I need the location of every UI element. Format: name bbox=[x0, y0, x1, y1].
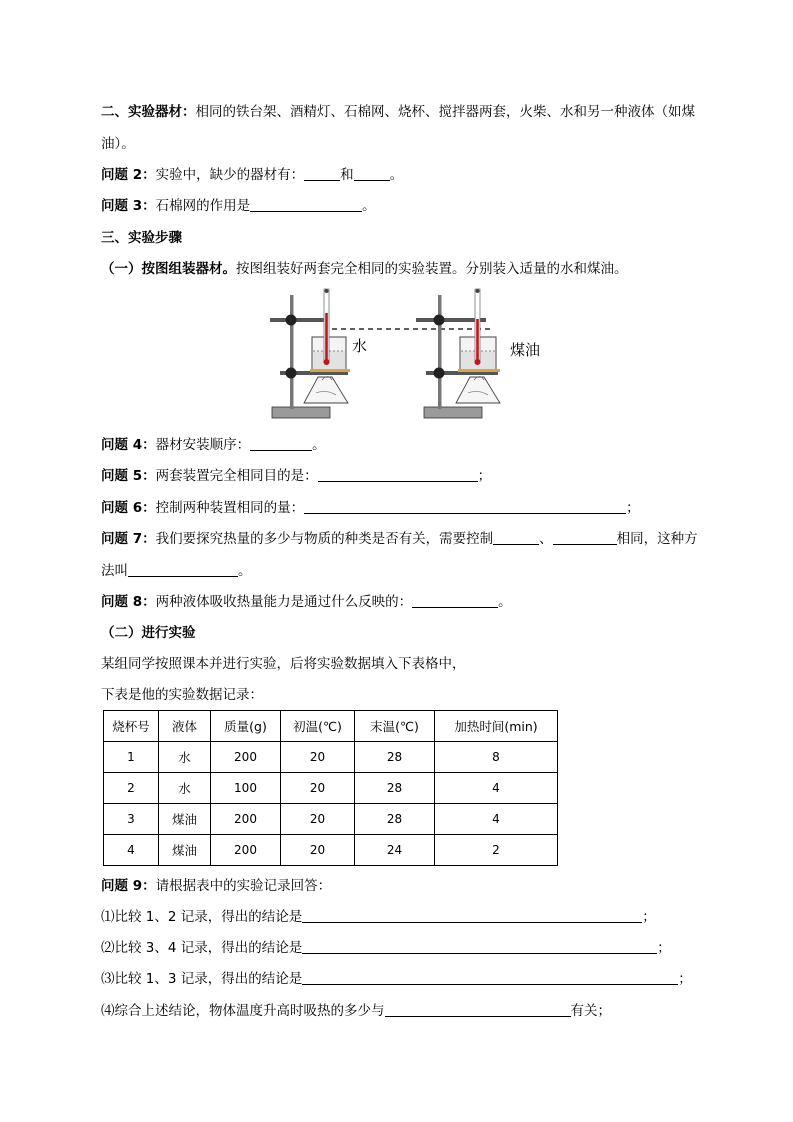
table-cell: 28 bbox=[355, 742, 435, 773]
question-6 bbox=[101, 499, 640, 517]
q9-text: 请根据表中的实验记录回答： bbox=[155, 878, 332, 894]
q2-text-c: 。 bbox=[389, 167, 404, 183]
table-cell: 20 bbox=[281, 773, 355, 804]
table-cell: 1 bbox=[104, 742, 159, 773]
q6-text-a: 控制两种装置相同的量： bbox=[155, 500, 305, 516]
q7-blank-1[interactable] bbox=[493, 530, 539, 545]
table-cell: 100 bbox=[211, 773, 281, 804]
a1-blank[interactable] bbox=[302, 908, 642, 923]
q7-text-c: 相同，这种方 bbox=[616, 531, 698, 547]
step2-heading: （二）进行实验 bbox=[101, 625, 196, 641]
q2-blank-1[interactable] bbox=[304, 166, 340, 181]
q3-text-a: 石棉网的作用是 bbox=[155, 198, 251, 214]
q4-text-c: 。 bbox=[312, 437, 326, 453]
answer-2 bbox=[101, 939, 671, 957]
q6-label: 问题 6： bbox=[101, 500, 156, 516]
q6-blank[interactable] bbox=[304, 499, 626, 514]
right-rod bbox=[438, 295, 442, 409]
q9-label: 问题 9： bbox=[101, 878, 156, 894]
step1-heading: （一）按图组装器材。 bbox=[101, 261, 236, 277]
table-cell: 200 bbox=[211, 804, 281, 835]
q2-text-b: 和 bbox=[340, 167, 354, 183]
left-upper-clamp bbox=[286, 315, 297, 326]
question-9 bbox=[101, 877, 331, 895]
q2-text-a: 实验中，缺少的器材有： bbox=[155, 167, 305, 183]
question-7 bbox=[101, 530, 698, 548]
right-apparatus bbox=[416, 289, 500, 418]
q6-text-c: ； bbox=[626, 500, 640, 516]
right-upper-clamp bbox=[434, 315, 445, 326]
table-cell: 20 bbox=[281, 804, 355, 835]
table-header-cell: 加热时间(min) bbox=[435, 711, 558, 742]
a4-blank[interactable] bbox=[385, 1002, 571, 1017]
table-cell: 20 bbox=[281, 742, 355, 773]
q8-text-c: 。 bbox=[498, 594, 512, 610]
section2-heading: 二、实验器材： bbox=[101, 104, 196, 120]
table-cell: 4 bbox=[104, 835, 159, 866]
question-7-cont bbox=[101, 562, 252, 580]
q7-blank-3[interactable] bbox=[128, 562, 238, 577]
right-lower-clamp bbox=[434, 368, 445, 379]
table-header-cell: 末温(℃) bbox=[355, 711, 435, 742]
table-row bbox=[104, 835, 558, 866]
data-table bbox=[103, 710, 558, 866]
right-gauze bbox=[458, 369, 500, 372]
q4-text-a: 器材安装顺序： bbox=[155, 437, 251, 453]
table-cell: 3 bbox=[104, 804, 159, 835]
label-kerosene: 煤油 bbox=[510, 341, 541, 359]
q8-blank[interactable] bbox=[412, 593, 498, 608]
a4-end: 有关； bbox=[570, 1003, 611, 1019]
q3-text-c: 。 bbox=[362, 198, 376, 214]
q8-label: 问题 8： bbox=[101, 594, 156, 610]
table-header-cell: 烧杯号 bbox=[104, 711, 159, 742]
right-base bbox=[424, 407, 482, 418]
step1-text: 按图组装好两套完全相同的实验装置。分别装入适量的水和煤油。 bbox=[236, 261, 628, 277]
table-cell: 200 bbox=[211, 742, 281, 773]
table-row bbox=[104, 773, 558, 804]
table-cell: 2 bbox=[435, 835, 558, 866]
section2-text: 相同的铁台架、酒精灯、石棉网、烧杯、搅拌器两套，火柴、水和另一种液体（如煤 bbox=[195, 104, 695, 120]
q7-blank-2[interactable] bbox=[553, 530, 617, 545]
section2-text-cont: 油）。 bbox=[101, 136, 135, 152]
a1-end: ； bbox=[642, 909, 656, 925]
table-cell: 200 bbox=[211, 835, 281, 866]
q8-text-a: 两种液体吸收热量能力是通过什么反映的： bbox=[155, 594, 413, 610]
a2-end: ； bbox=[657, 940, 671, 956]
question-4 bbox=[101, 436, 326, 454]
left-upper-arm bbox=[270, 318, 325, 322]
question-2 bbox=[101, 166, 403, 184]
table-cell: 20 bbox=[281, 835, 355, 866]
left-alcohol-lamp bbox=[304, 377, 348, 403]
a3-blank[interactable] bbox=[302, 970, 678, 985]
question-8 bbox=[101, 593, 512, 611]
q7-text-b: 、 bbox=[539, 531, 553, 547]
a2-text: ⑵比较 3、4 记录，得出的结论是 bbox=[101, 940, 303, 956]
apparatus-figure bbox=[262, 285, 562, 425]
table-cell: 4 bbox=[435, 773, 558, 804]
q4-blank[interactable] bbox=[250, 436, 312, 451]
q5-blank[interactable] bbox=[318, 467, 478, 482]
q5-text-a: 两套装置完全相同目的是： bbox=[155, 468, 318, 484]
intro-line-1: 某组同学按照课本并进行实验，后将实验数据填入下表格中， bbox=[101, 656, 466, 672]
q4-label: 问题 4： bbox=[101, 437, 156, 453]
table-header-cell: 液体 bbox=[159, 711, 211, 742]
left-lower-clamp bbox=[286, 368, 297, 379]
left-apparatus bbox=[270, 289, 350, 418]
a1-text: ⑴比较 1、2 记录，得出的结论是 bbox=[101, 909, 303, 925]
q7-text-d: 法叫 bbox=[101, 563, 128, 579]
q2-blank-2[interactable] bbox=[354, 166, 390, 181]
section2-line-cont bbox=[101, 135, 135, 153]
q5-label: 问题 5： bbox=[101, 468, 156, 484]
table-header-cell: 质量(g) bbox=[211, 711, 281, 742]
q7-label: 问题 7： bbox=[101, 531, 156, 547]
table-row bbox=[104, 742, 558, 773]
intro-line-2: 下表是他的实验数据记录： bbox=[101, 687, 263, 703]
a2-blank[interactable] bbox=[302, 939, 657, 954]
table-cell: 8 bbox=[435, 742, 558, 773]
table-row bbox=[104, 804, 558, 835]
table-cell: 24 bbox=[355, 835, 435, 866]
answer-3 bbox=[101, 970, 692, 988]
a3-end: ； bbox=[678, 971, 692, 987]
left-rod bbox=[290, 295, 294, 409]
question-5 bbox=[101, 467, 491, 485]
answer-4 bbox=[101, 1002, 611, 1020]
table-cell: 水 bbox=[159, 773, 211, 804]
a3-text: ⑶比较 1、3 记录，得出的结论是 bbox=[101, 971, 303, 987]
question-3 bbox=[101, 197, 376, 215]
section3-heading: 三、实验步骤 bbox=[101, 230, 182, 246]
left-base bbox=[272, 407, 330, 418]
q3-blank[interactable] bbox=[250, 197, 362, 212]
table-cell: 2 bbox=[104, 773, 159, 804]
table-cell: 28 bbox=[355, 804, 435, 835]
section2-line bbox=[101, 103, 695, 121]
q3-label: 问题 3： bbox=[101, 198, 156, 214]
step1-line bbox=[101, 260, 628, 278]
right-alcohol-lamp bbox=[456, 377, 500, 403]
table-header-row bbox=[104, 711, 558, 742]
table-header-cell: 初温(℃) bbox=[281, 711, 355, 742]
table-cell: 煤油 bbox=[159, 804, 211, 835]
q7-text-e: 。 bbox=[238, 563, 252, 579]
table-cell: 4 bbox=[435, 804, 558, 835]
q5-text-c: ； bbox=[477, 468, 492, 484]
left-gauze bbox=[310, 369, 350, 372]
q2-label: 问题 2： bbox=[101, 167, 156, 183]
q7-text-a: 我们要探究热量的多少与物质的种类是否有关，需要控制 bbox=[155, 531, 494, 547]
label-water: 水 bbox=[352, 337, 368, 355]
answer-1 bbox=[101, 908, 656, 926]
a4-text: ⑷综合上述结论，物体温度升高时吸热的多少与 bbox=[101, 1003, 385, 1019]
table-cell: 28 bbox=[355, 773, 435, 804]
table-cell: 水 bbox=[159, 742, 211, 773]
table-cell: 煤油 bbox=[159, 835, 211, 866]
